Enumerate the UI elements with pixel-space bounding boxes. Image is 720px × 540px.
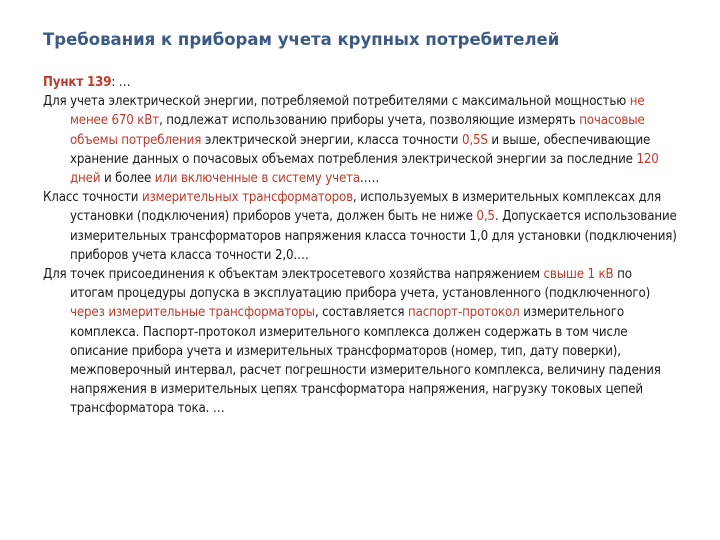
- text-run: по итогам процедуры допуска в эксплуатацию прибора учета, установленного (подключенного): [70, 267, 651, 302]
- text-run: .….: [360, 171, 379, 187]
- highlighted-text: паспорт-протокол: [407, 305, 520, 321]
- highlighted-text: через измерительные трансформаторы: [70, 305, 315, 321]
- highlighted-text: почасовые объемы потребления: [70, 113, 645, 148]
- document-body: [43, 73, 677, 419]
- highlighted-text: 0,5: [476, 209, 495, 225]
- text-run: и более: [100, 171, 155, 187]
- text-run: , используемых в измерительных комплексах для установки (подключения) приборов учета, должен быть не ниже: [70, 190, 661, 225]
- highlighted-text: 0,5S: [461, 132, 488, 148]
- highlighted-text: 120 дней: [70, 151, 659, 187]
- text-run: , составляется: [314, 305, 408, 321]
- highlighted-text: измерительных трансформаторов: [141, 190, 353, 206]
- clause-header: [43, 73, 677, 92]
- paragraph-passport-protocol: [43, 265, 677, 419]
- text-run: электрической энергии, класса точности: [201, 132, 462, 148]
- text-run: . Допускается использование измерительных трансформаторов напряжения класса точности 1,0 для установки (подключения) приборов учета класса точности 2,0.…: [70, 209, 677, 263]
- highlighted-text: или включенные в систему учета: [154, 171, 361, 187]
- text-run: , подлежат использованию приборы учета, позволяющие измерять: [159, 113, 580, 129]
- clause-label: Пункт 139: [43, 75, 112, 90]
- text-run: Класс точности: [43, 190, 142, 206]
- paragraph-metering-requirements: [43, 92, 677, 188]
- page-title: Требования к приборам учета крупных потребителей: [43, 30, 560, 49]
- text-run: Для учета электрической энергии, потребляемой потребителями с максимальной мощностью: [43, 94, 630, 110]
- highlighted-text: не менее 670 кВт: [70, 94, 645, 129]
- text-run: измерительного комплекса. Паспорт-протокол измерительного комплекса должен содержать в том числе описание прибора учета и измерительных трансформаторов (номер, тип, дату поверки), межповерочный интервал, расчет погрешности измерительного комплекса, величину падения напряжения в измерительных цепях трансформатора напряжения, нагрузку токовых цепей трансформатора тока. …: [70, 305, 661, 417]
- clause-suffix: : …: [111, 75, 131, 90]
- paragraph-accuracy-class: [43, 188, 677, 265]
- highlighted-text: свыше 1 кВ: [543, 267, 614, 283]
- text-run: и выше, обеспечивающие хранение данных о почасовых объемах потребления электрической энергии за последние: [70, 132, 651, 167]
- text-run: Для точек присоединения к объектам электросетевого хозяйства напряжением: [43, 267, 544, 283]
